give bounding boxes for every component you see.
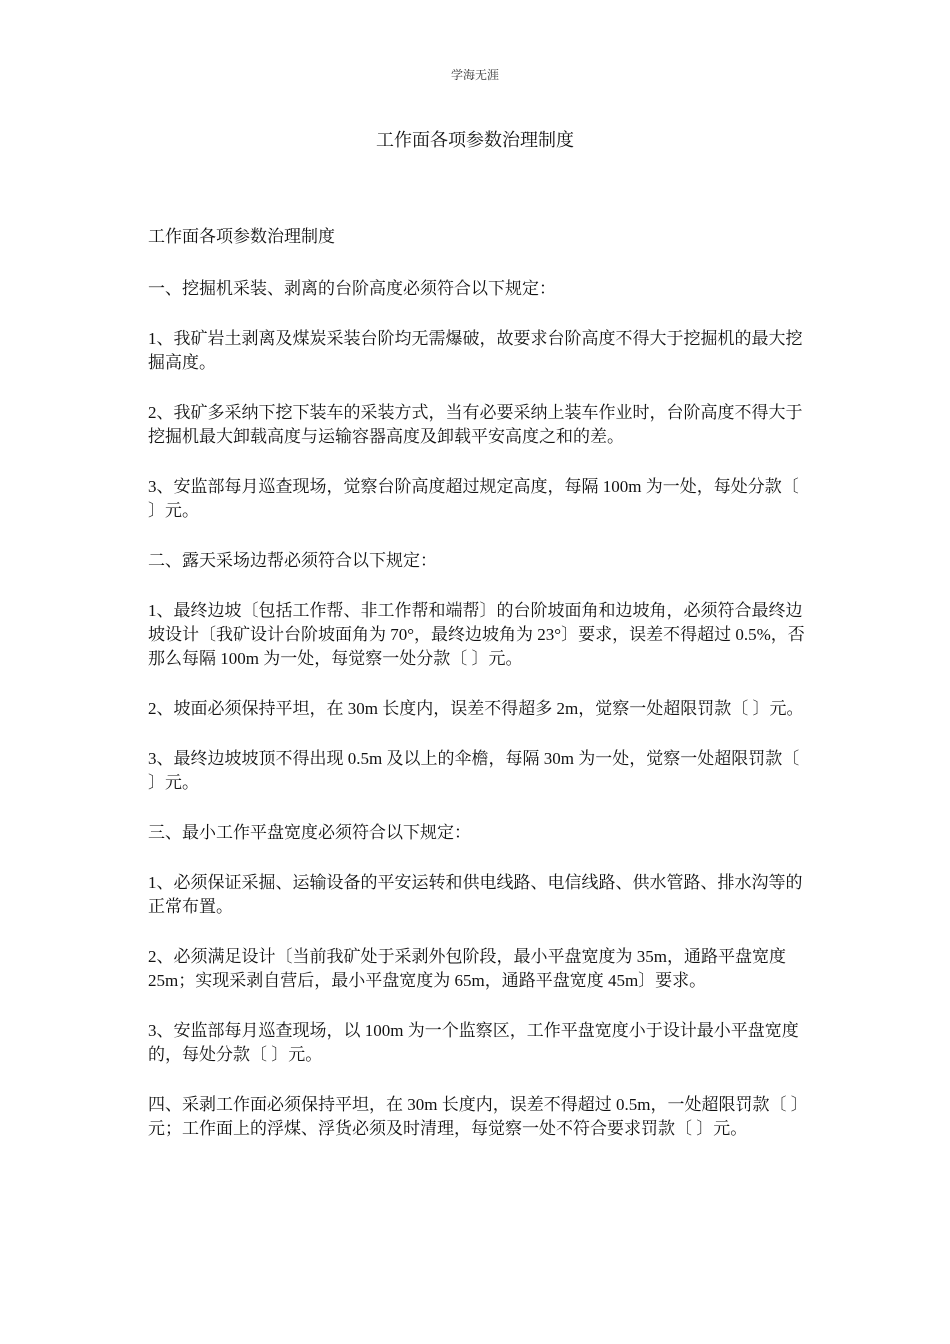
paragraph: 2、坡面必须保持平坦，在 30m 长度内，误差不得超多 2m，觉察一处超限罚款〔 〕元。 [148, 699, 804, 718]
paragraph: 1、我矿岩土剥离及煤炭采装台阶均无需爆破，故要求台阶高度不得大于挖掘机的最大挖掘高度。 [148, 329, 803, 372]
document-body [148, 225, 810, 1167]
paragraph: 2、必须满足设计〔当前我矿处于采剥外包阶段，最小平盘宽度为 35m，通路平盘宽度 25m；实现采剥自营后，最小平盘宽度为 65m，通路平盘宽度 45m〕要求。 [148, 947, 786, 990]
document-title: 工作面各项参数治理制度 [376, 130, 574, 150]
paragraph: 二、露天采场边帮必须符合以下规定： [148, 551, 437, 570]
section-title: 工作面各项参数治理制度 [148, 227, 335, 246]
paragraph: 3、安监部每月巡查现场，觉察台阶高度超过规定高度，每隔 100m 为一处，每处分款〔 〕元。 [148, 477, 799, 520]
page-header: 学海无涯 [450, 68, 499, 82]
paragraph: 一、挖掘机采装、剥离的台阶高度必须符合以下规定： [148, 279, 556, 298]
paragraph: 3、安监部每月巡查现场，以 100m 为一个监察区，工作平盘宽度小于设计最小平盘宽度的，每处分款〔 〕元。 [148, 1021, 799, 1064]
paragraph: 1、必须保证采掘、运输设备的平安运转和供电线路、电信线路、供水管路、排水沟等的正常布置。 [148, 873, 803, 916]
paragraph: 四、采剥工作面必须保持平坦，在 30m 长度内，误差不得超过 0.5m，一处超限罚款〔 〕元；工作面上的浮煤、浮货必须及时清理，每觉察一处不符合要求罚款〔 〕元。 [148, 1095, 808, 1138]
paragraph: 2、我矿多采纳下挖下装车的采装方式，当有必要采纳上装车作业时，台阶高度不得大于挖掘机最大卸载高度与运输容器高度及卸载平安高度之和的差。 [148, 403, 803, 446]
paragraph: 1、最终边坡〔包括工作帮、非工作帮和端帮〕的台阶坡面角和边坡角，必须符合最终边坡设计〔我矿设计台阶坡面角为 70°，最终边坡角为 23°〕要求，误差不得超过 0.5%，否那么每隔 100m 为一处，每觉察一处分款〔 〕元。 [148, 601, 805, 668]
paragraph: 3、最终边坡坡顶不得出现 0.5m 及以上的伞檐，每隔 30m 为一处，觉察一处超限罚款〔 〕元。 [148, 749, 800, 792]
paragraph: 三、最小工作平盘宽度必须符合以下规定： [148, 823, 471, 842]
